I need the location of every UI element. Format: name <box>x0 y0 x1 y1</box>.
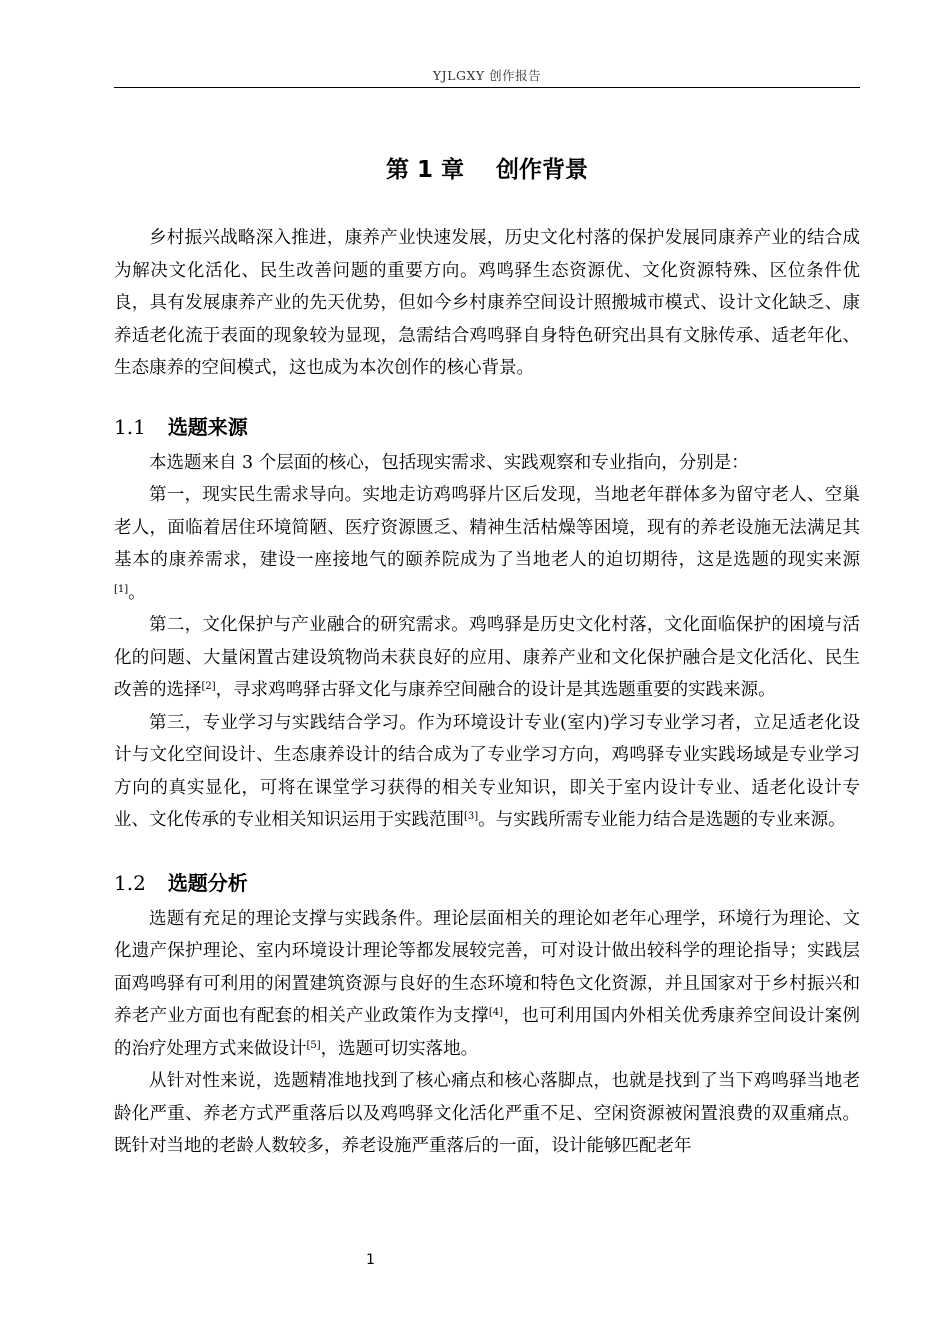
paragraph: 第二，文化保护与产业融合的研究需求。鸡鸣驿是历史文化村落，文化面临保护的困境与活化的问题、大量闲置古建设筑物尚未获良好的应用、康养产业和文化保护融合是文化活化、民生改善的选择[2]，寻求鸡鸣驿古驿文化与康养空间融合的设计是其选题重要的实践来源。 <box>114 615 860 700</box>
paragraph: 本选题来自 3 个层面的核心，包括现实需求、实践观察和专业指向，分别是： <box>149 452 749 473</box>
paragraph: 选题有充足的理论支撑与实践条件。理论层面相关的理论如老年心理学，环境行为理论、文化遗产保护理论、室内环境设计理论等都发展较完善，可对设计做出较科学的理论指导；实践层面鸡鸣驿有可利用的闲置建筑资源与良好的生态环境和特色文化资源，并且国家对于乡村振兴和养老产业方面也有配套的相关产业政策作为支撑[4]，也可利用国内外相关优秀康养空间设计案例的治疗处理方式来做设计[5]，选题可切实落地。 <box>114 908 861 1059</box>
running-header: YJLGXY 创作报告 <box>432 68 542 83</box>
chapter-heading <box>114 150 860 190</box>
intro-paragraph: 乡村振兴战略深入推进，康养产业快速发展，历史文化村落的保护发展同康养产业的结合成为解决文化活化、民生改善问题的重要方向。鸡鸣驿生态资源优、文化资源特殊、区位条件优良，具有发展康养产业的先天优势，但如今乡村康养空间设计照搬城市模式、设计文化缺乏、康养适老化流于表面的现象较为显现，急需结合鸡鸣驿自身特色研究出具有文脉传承、适老年化、生态康养的空间模式，这也成为本次创作的核心背景。 <box>114 228 860 378</box>
section-number: 1.1 <box>114 414 146 439</box>
paragraph: 第三，专业学习与实践结合学习。作为环境设计专业(室内)学习专业学习者，立足适老化设计与文化空间设计、生态康养设计的结合成为了专业学习方向，鸡鸣驿专业实践场域是专业学习方向的真实显化，可将在课堂学习获得的相关专业知识，即关于室内设计专业、适老化设计专业、文化传承的专业相关知识运用于实践范围[3]。与实践所需专业能力结合是选题的专业来源。 <box>114 712 860 830</box>
paragraph: 从针对性来说，选题精准地找到了核心痛点和核心落脚点，也就是找到了当下鸡鸣驿当地老龄化严重、养老方式严重落后以及鸡鸣驿文化活化严重不足、空闲资源被闲置浪费的双重痛点。既针对当地的老龄人数较多，养老设施严重落后的一面，设计能够匹配老年 <box>114 1071 860 1156</box>
page-content <box>114 150 860 1163</box>
section-title: 选题来源 <box>167 414 248 439</box>
citation: [4] <box>488 1007 504 1018</box>
citation: [1] <box>114 583 129 595</box>
chapter-label: 第 1 章 <box>385 157 464 183</box>
section-heading-1-2 <box>114 867 860 899</box>
citation: [5] <box>306 1039 321 1051</box>
section-number: 1.2 <box>114 870 146 895</box>
section-title: 选题分析 <box>167 870 248 895</box>
chapter-title: 创作背景 <box>496 157 589 183</box>
header-rule <box>114 87 860 88</box>
section-heading-1-1 <box>114 411 860 443</box>
paragraph: 第一，现实民生需求导向。实地走访鸡鸣驿片区后发现，当地老年群体多为留守老人、空巢老人，面临着居住环境简陋、医疗资源匮乏、精神生活枯燥等困境，现有的养老设施无法满足其基本的康养需求，建设一座接地气的颐养院成为了当地老人的迫切期待，这是选题的现实来源[1]。 <box>114 485 860 603</box>
page-number: 1 <box>366 1252 375 1268</box>
citation: [2] <box>201 681 216 692</box>
citation: [3] <box>464 811 479 822</box>
